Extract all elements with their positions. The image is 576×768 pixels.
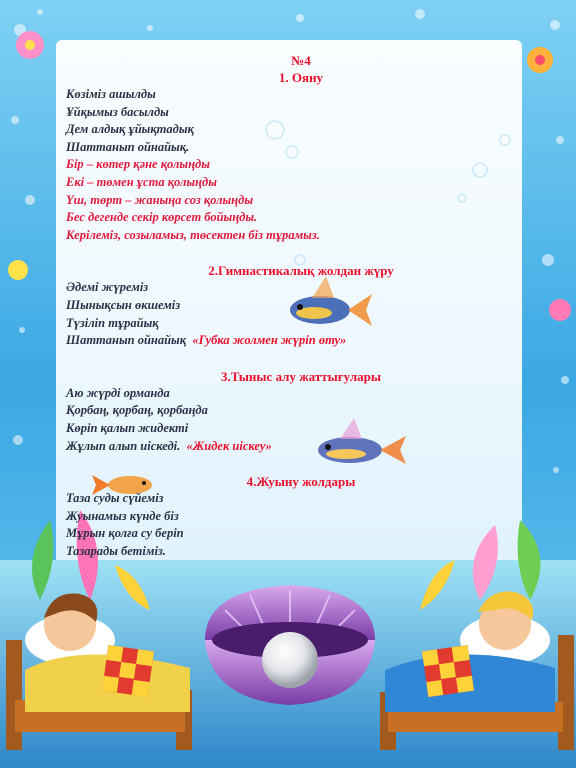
poem-line-text: Түзіліп тұрайық	[66, 315, 159, 330]
poem-line-text: Шаттанып ойнайық	[66, 333, 187, 348]
poem-line	[66, 297, 536, 315]
poem-line-text: Әдемі жүреміз	[66, 280, 149, 295]
poem-line	[66, 279, 536, 297]
poem-line-text: Жуынамыз күнде біз	[66, 508, 179, 523]
poem-line-text: Мұрын қолға су беріп	[66, 526, 184, 541]
poem-line	[66, 121, 536, 139]
poem-line	[66, 104, 536, 122]
poem-line-text: Тазарады бетіміз.	[66, 543, 166, 558]
document-number: №4	[291, 53, 311, 68]
poem-line-text: Қорбаң, қорбаң, қорбаңда	[66, 403, 208, 418]
section-title: 4.Жуыну жолдары	[246, 474, 356, 490]
document-content	[66, 52, 536, 560]
poem-line-text: Бір – көтер қәне қолыңды	[66, 157, 210, 172]
poem-line-text: Бес дегенде секір көрсет бойыңды.	[66, 210, 258, 225]
poem-line	[66, 227, 536, 245]
poem-line	[66, 508, 536, 526]
poem-line	[66, 209, 536, 227]
poem-line	[66, 385, 536, 403]
poem-line-text: Шынықсын өкшеміз	[66, 297, 181, 312]
poem-line	[66, 139, 536, 157]
poem-line	[66, 174, 536, 192]
poem-line	[66, 86, 536, 104]
poem-line	[66, 156, 536, 174]
activity-label: «Жидек иіскеу»	[186, 438, 272, 453]
poem-line-text: Шаттанып ойнайық.	[66, 139, 190, 154]
poem-line	[66, 332, 536, 350]
poem-line	[66, 192, 536, 210]
poem-line	[66, 438, 536, 456]
section-title: 2.Гимнастикалық жолдан жүру	[208, 263, 394, 279]
poem-line-text: Аю жүрді орманда	[66, 385, 170, 400]
poem-line-text: Ұйқымыз басылды	[66, 104, 169, 119]
poem-line-text: Екі – төмен ұста қолыңды	[66, 174, 217, 189]
section-title: 3.Тыныс алу жаттығулары	[220, 368, 381, 384]
poem-line-text: Көзіміз ашылды	[66, 87, 156, 101]
poem-line	[66, 525, 536, 543]
poem-line-text: Үш, төрт – жаныңа соз қолыңды	[66, 192, 253, 207]
poem-line-text: Таза суды сүйеміз	[66, 491, 164, 506]
poem-line-text: Жұлып алып иіскеді.	[66, 438, 181, 453]
poem-line-text: Дем алдық ұйықтадық	[66, 122, 194, 137]
poem-line	[66, 420, 536, 438]
poem-line	[66, 315, 536, 333]
poem-line-text: Көріп қалып жидекті	[66, 420, 189, 435]
sections-container	[66, 69, 536, 560]
activity-label: «Губка жолмен жүріп өту»	[192, 333, 347, 348]
poem-line-text: Керілеміз, созыламыз, төсектен біз тұрамыз.	[66, 227, 320, 242]
poem-line	[66, 543, 536, 561]
section-title: 1. Ояну	[278, 70, 324, 85]
poem-line	[66, 490, 536, 508]
poem-line	[66, 402, 536, 420]
